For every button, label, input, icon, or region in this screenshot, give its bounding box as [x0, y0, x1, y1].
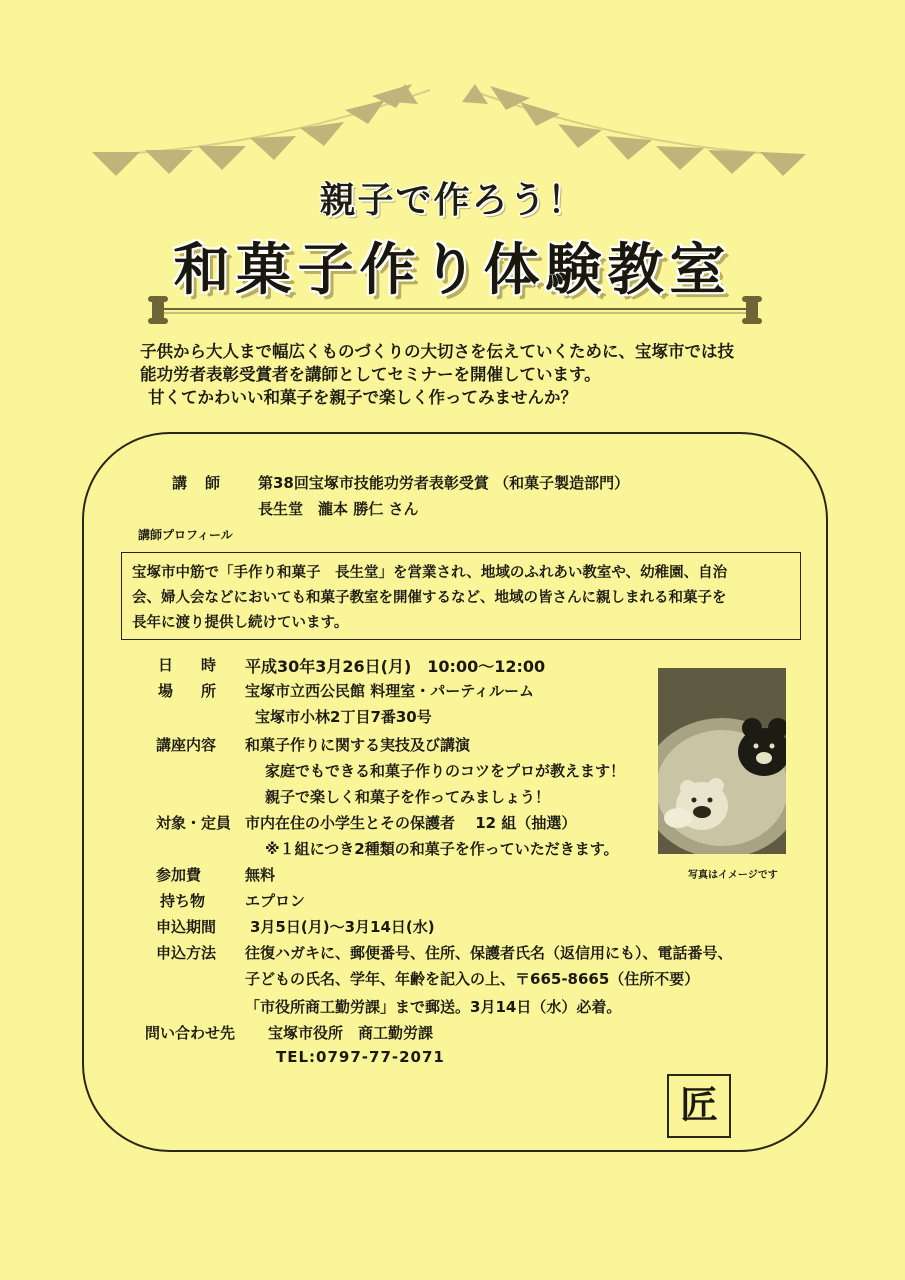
- content-label: 講座内容: [156, 736, 217, 754]
- contact-label: 問い合わせ先: [145, 1024, 236, 1042]
- intro-line: 能功労者表彰受賞者を講師としてセミナーを開催しています。: [140, 365, 601, 384]
- bunting-decoration: [0, 0, 905, 200]
- event-subtitle: 親子で作ろう！: [319, 180, 586, 221]
- datetime-value: 平成30年3月26日(月) 10:00～12:00: [245, 657, 546, 676]
- takumi-seal: 匠: [667, 1074, 731, 1138]
- fee-value: 無料: [245, 866, 276, 884]
- bring-label: 持ち物: [160, 892, 206, 910]
- bring-value: エプロン: [245, 892, 306, 910]
- lecturer-name: 長生堂 瀧本 勝仁 さん: [258, 500, 419, 518]
- content-line: 家庭でもできる和菓子作りのコツをプロが教えます！: [265, 762, 626, 780]
- period-value: 3月5日(月)～3月14日(水): [250, 918, 435, 936]
- place-line: 宝塚市小林2丁目7番30号: [255, 708, 432, 726]
- wagashi-illustration: [658, 668, 786, 854]
- fee-label: 参加費: [156, 866, 202, 884]
- photo-caption: 写真はイメージです: [688, 870, 778, 881]
- wagashi-photo: [658, 668, 786, 854]
- method-line: 往復ハガキに、郵便番号、住所、保護者氏名（返信用にも）、電話番号、: [245, 944, 733, 962]
- intro-text: [140, 340, 830, 409]
- intro-line: 子供から大人まで幅広くものづくりの大切さを伝えていくために、宝塚市では技: [140, 342, 734, 361]
- profile-box: [121, 552, 801, 640]
- datetime-label: 日時: [158, 656, 245, 674]
- profile-line: 長年に渡り提供し続けています。: [132, 615, 349, 631]
- target-line: 市内在住の小学生とその保護者 12 組（抽選）: [245, 814, 577, 832]
- target-label: 対象・定員: [156, 814, 232, 832]
- intro-line: 甘くてかわいい和菓子を親子で楽しく作ってみませんか？: [148, 388, 577, 407]
- contact-tel: TEL:0797-77-2071: [276, 1048, 445, 1066]
- profile-line: 宝塚市中筋で「手作り和菓子 長生堂」を営業され、地域のふれあい教室や、幼稚園、自治: [132, 565, 728, 581]
- target-line: ※１組につき2種類の和菓子を作っていただきます。: [265, 840, 619, 858]
- profile-line: 会、婦人会などにおいても和菓子教室を開催するなど、地域の皆さんに親しまれる和菓子を: [132, 590, 727, 606]
- profile-label: 講師プロフィール: [138, 528, 233, 542]
- lecturer-label: 講師: [172, 474, 239, 492]
- content-line: 親子で楽しく和菓子を作ってみましょう！: [265, 788, 551, 806]
- place-label: 場所: [158, 682, 245, 700]
- lecturer-award: 第38回宝塚市技能功労者表彰受賞 （和菓子製造部門）: [258, 474, 630, 492]
- contact-dept: 宝塚市役所 商工勤労課: [268, 1024, 434, 1042]
- event-title: 和菓子作り体験教室: [173, 238, 732, 303]
- method-line: 「市役所商工勤労課」まで郵送。3月14日（水）必着。: [245, 998, 622, 1016]
- place-line: 宝塚市立西公民館 料理室・パーティルーム: [245, 682, 535, 700]
- method-label: 申込方法: [156, 944, 217, 962]
- content-line: 和菓子作りに関する実技及び講演: [245, 736, 471, 754]
- period-label: 申込期間: [156, 918, 217, 936]
- method-line: 子どもの氏名、学年、年齢を記入の上、〒665-8665（住所不要）: [245, 970, 700, 988]
- ornamental-divider: [140, 292, 770, 326]
